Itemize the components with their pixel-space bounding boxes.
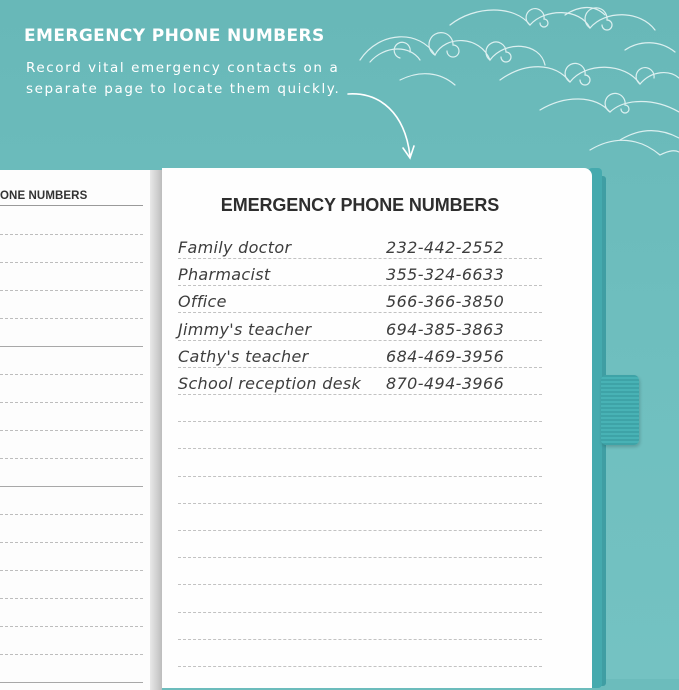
- ruled-line: [0, 262, 143, 263]
- ruled-line: [178, 258, 542, 259]
- feature-description: Record vital emergency contacts on a separate page to locate them quickly.: [26, 60, 341, 97]
- ruled-line: [0, 570, 143, 571]
- contact-phone: 232-442-2552: [386, 238, 505, 257]
- contact-name: Office: [178, 292, 227, 311]
- contact-phone: 870-494-3966: [386, 374, 505, 393]
- ruled-line: [0, 234, 143, 235]
- ruled-line: [178, 367, 542, 368]
- contact-phone: 684-469-3956: [386, 347, 505, 366]
- ruled-line: [178, 530, 542, 531]
- ruled-line: [0, 598, 143, 599]
- left-page-header-rule: [0, 205, 143, 206]
- ruled-line: [0, 318, 143, 319]
- ruled-line: [178, 584, 542, 585]
- left-notebook-page: [0, 170, 150, 690]
- right-notebook-page: [162, 168, 592, 688]
- ruled-line: [178, 503, 542, 504]
- ruled-line: [178, 312, 542, 313]
- contact-name: Cathy's teacher: [178, 347, 309, 366]
- ruled-line: [178, 666, 542, 667]
- ruled-line: [0, 290, 143, 291]
- ruled-line: [0, 458, 143, 459]
- ruled-line: [178, 421, 542, 422]
- contact-phone: 694-385-3863: [386, 320, 505, 339]
- ruled-line: [178, 448, 542, 449]
- ruled-line: [0, 486, 143, 487]
- pen-loop: [601, 375, 639, 445]
- ruled-line: [0, 626, 143, 627]
- ruled-line: [0, 514, 143, 515]
- ruled-line: [178, 612, 542, 613]
- notebook-gutter: [150, 170, 162, 690]
- left-page-title: ONE NUMBERS: [0, 190, 88, 202]
- ruled-line: [0, 374, 143, 375]
- contact-name: Family doctor: [178, 238, 292, 257]
- ruled-line: [178, 340, 542, 341]
- ruled-line: [0, 654, 143, 655]
- ruled-line: [178, 639, 542, 640]
- ruled-line: [0, 430, 143, 431]
- contact-name: Jimmy's teacher: [178, 320, 312, 339]
- ruled-line: [0, 542, 143, 543]
- ruled-line: [178, 285, 542, 286]
- contact-name: Pharmacist: [178, 265, 271, 284]
- page-title: EMERGENCY PHONE NUMBERS: [220, 195, 500, 215]
- ruled-line: [0, 346, 143, 347]
- ruled-line: [178, 476, 542, 477]
- contact-phone: 566-366-3850: [386, 292, 505, 311]
- ruled-line: [178, 557, 542, 558]
- contact-phone: 355-324-6633: [386, 265, 505, 284]
- ruled-line: [0, 402, 143, 403]
- ruled-line: [0, 682, 143, 683]
- curved-arrow-icon: [340, 88, 420, 168]
- feature-title: EMERGENCY PHONE NUMBERS: [24, 26, 325, 46]
- contact-name: School reception desk: [178, 374, 362, 393]
- ruled-line: [178, 394, 542, 395]
